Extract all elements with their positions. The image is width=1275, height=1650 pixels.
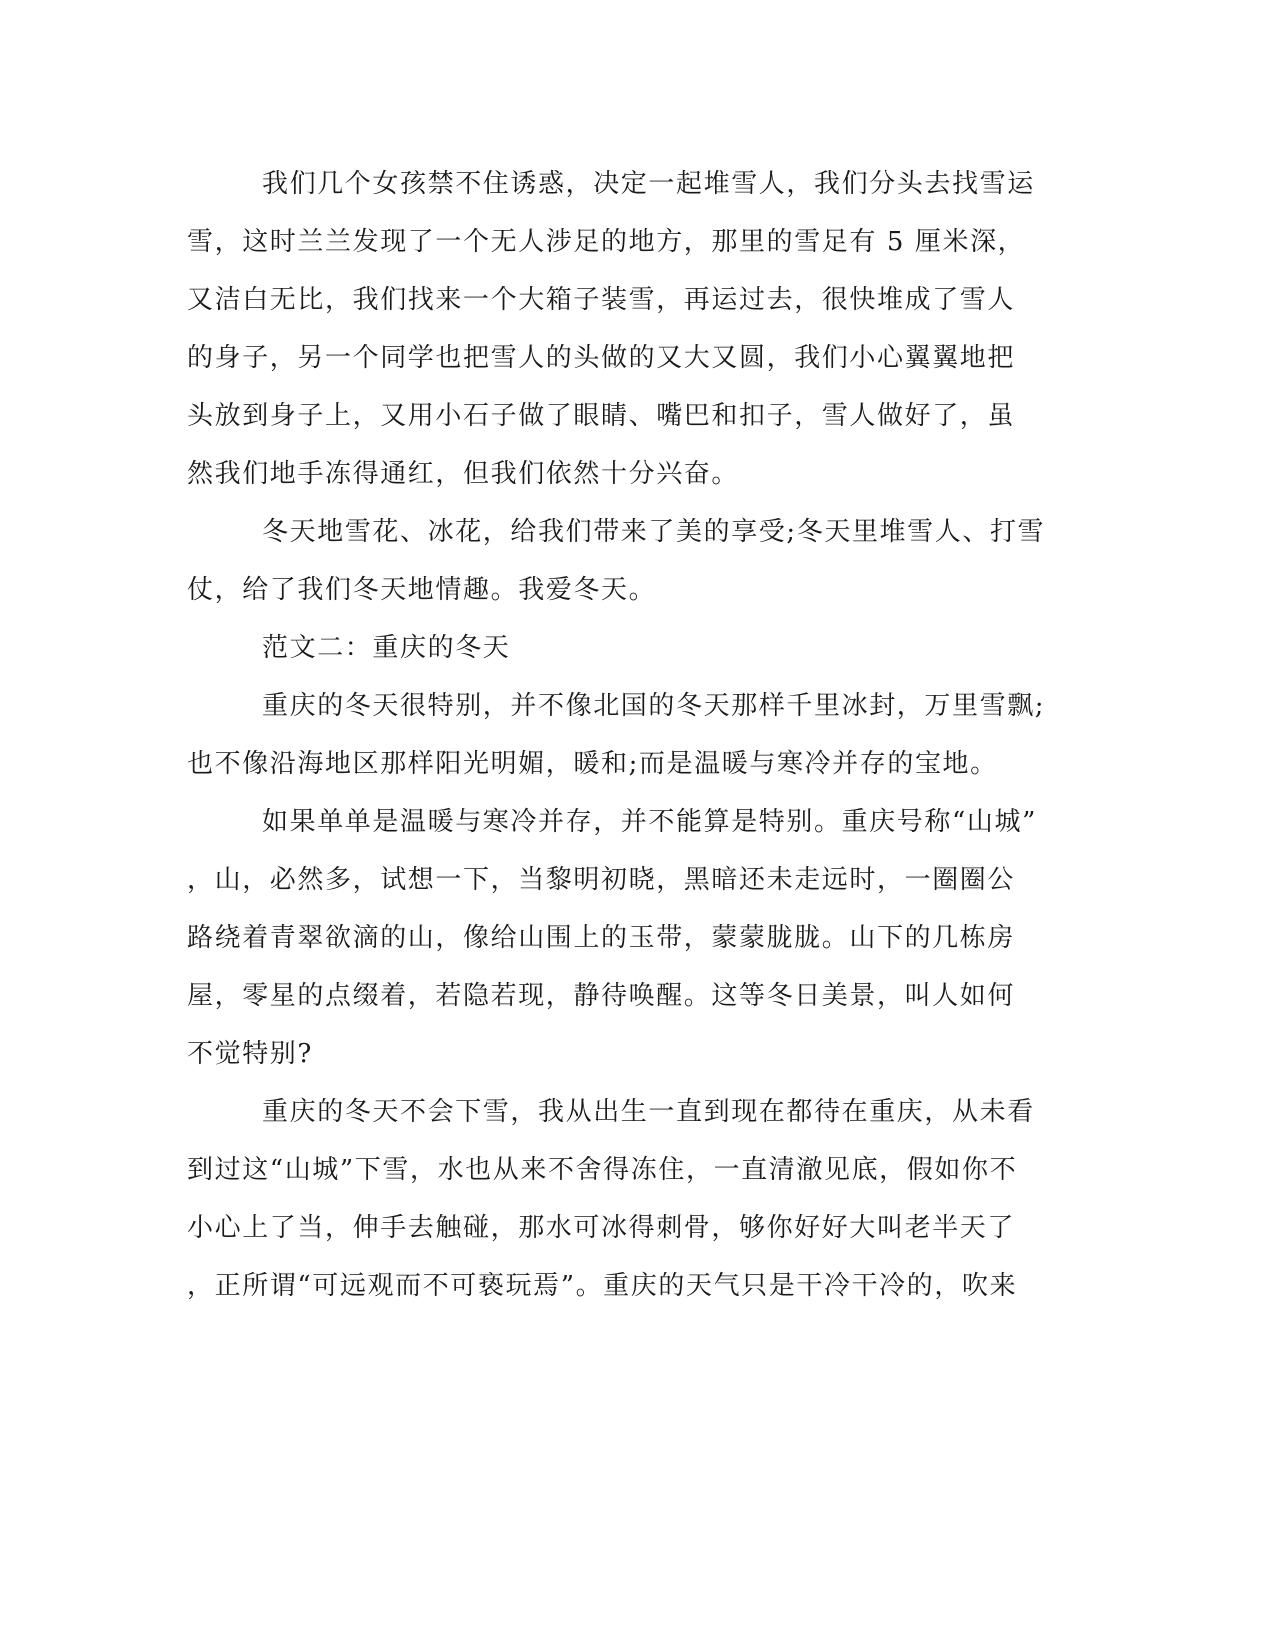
text-line: ，山，必然多，试想一下，当黎明初晓，黑暗还未走远时，一圈圈公 xyxy=(187,865,1016,895)
text-line: 冬天地雪花、冰花，给我们带来了美的享受;冬天里堆雪人、打雪 xyxy=(262,517,1046,547)
text-line: 又洁白无比，我们找来一个大箱子装雪，再运过去，很快堆成了雪人 xyxy=(187,285,1016,315)
text-line: 仗，给了我们冬天地情趣。我爱冬天。 xyxy=(187,575,657,605)
text-line: 重庆的冬天很特别，并不像北国的冬天那样千里冰封，万里雪飘; xyxy=(262,691,1046,721)
text-line: 路绕着青翠欲滴的山，像给山围上的玉带，蒙蒙胧胧。山下的几栋房 xyxy=(187,923,1016,953)
section-heading: 范文二：重庆的冬天 xyxy=(262,633,511,663)
text-line: 雪，这时兰兰发现了一个无人涉足的地方，那里的雪足有 5 厘米深， xyxy=(187,227,1026,257)
text-line: 我们几个女孩禁不住诱惑，决定一起堆雪人，我们分头去找雪运 xyxy=(262,169,1035,199)
text-line: 不觉特别? xyxy=(187,1039,313,1069)
text-line: 屋，零星的点缀着，若隐若现，静待唤醒。这等冬日美景，叫人如何 xyxy=(187,981,1016,1011)
text-line: 也不像沿海地区那样阳光明媚，暖和;而是温暖与寒冷并存的宝地。 xyxy=(187,749,998,779)
text-line: 重庆的冬天不会下雪，我从出生一直到现在都待在重庆，从未看 xyxy=(262,1097,1035,1127)
text-line: 如果单单是温暖与寒冷并存，并不能算是特别。重庆号称“山城” xyxy=(262,807,1037,837)
text-line: 然我们地手冻得通红，但我们依然十分兴奋。 xyxy=(187,459,740,489)
text-line: 到过这“山城”下雪，水也从来不舍得冻住，一直清澈见底，假如你不 xyxy=(187,1155,1018,1185)
text-line: ，正所谓“可远观而不可亵玩焉”。重庆的天气只是干冷干冷的，吹来 xyxy=(187,1271,1018,1301)
text-line: 头放到身子上，又用小石子做了眼睛、嘴巴和扣子，雪人做好了，虽 xyxy=(187,401,1016,431)
text-line: 的身子，另一个同学也把雪人的头做的又大又圆，我们小心翼翼地把 xyxy=(187,343,1016,373)
text-line: 小心上了当，伸手去触碰，那水可冰得刺骨，够你好好大叫老半天了 xyxy=(187,1213,1016,1243)
